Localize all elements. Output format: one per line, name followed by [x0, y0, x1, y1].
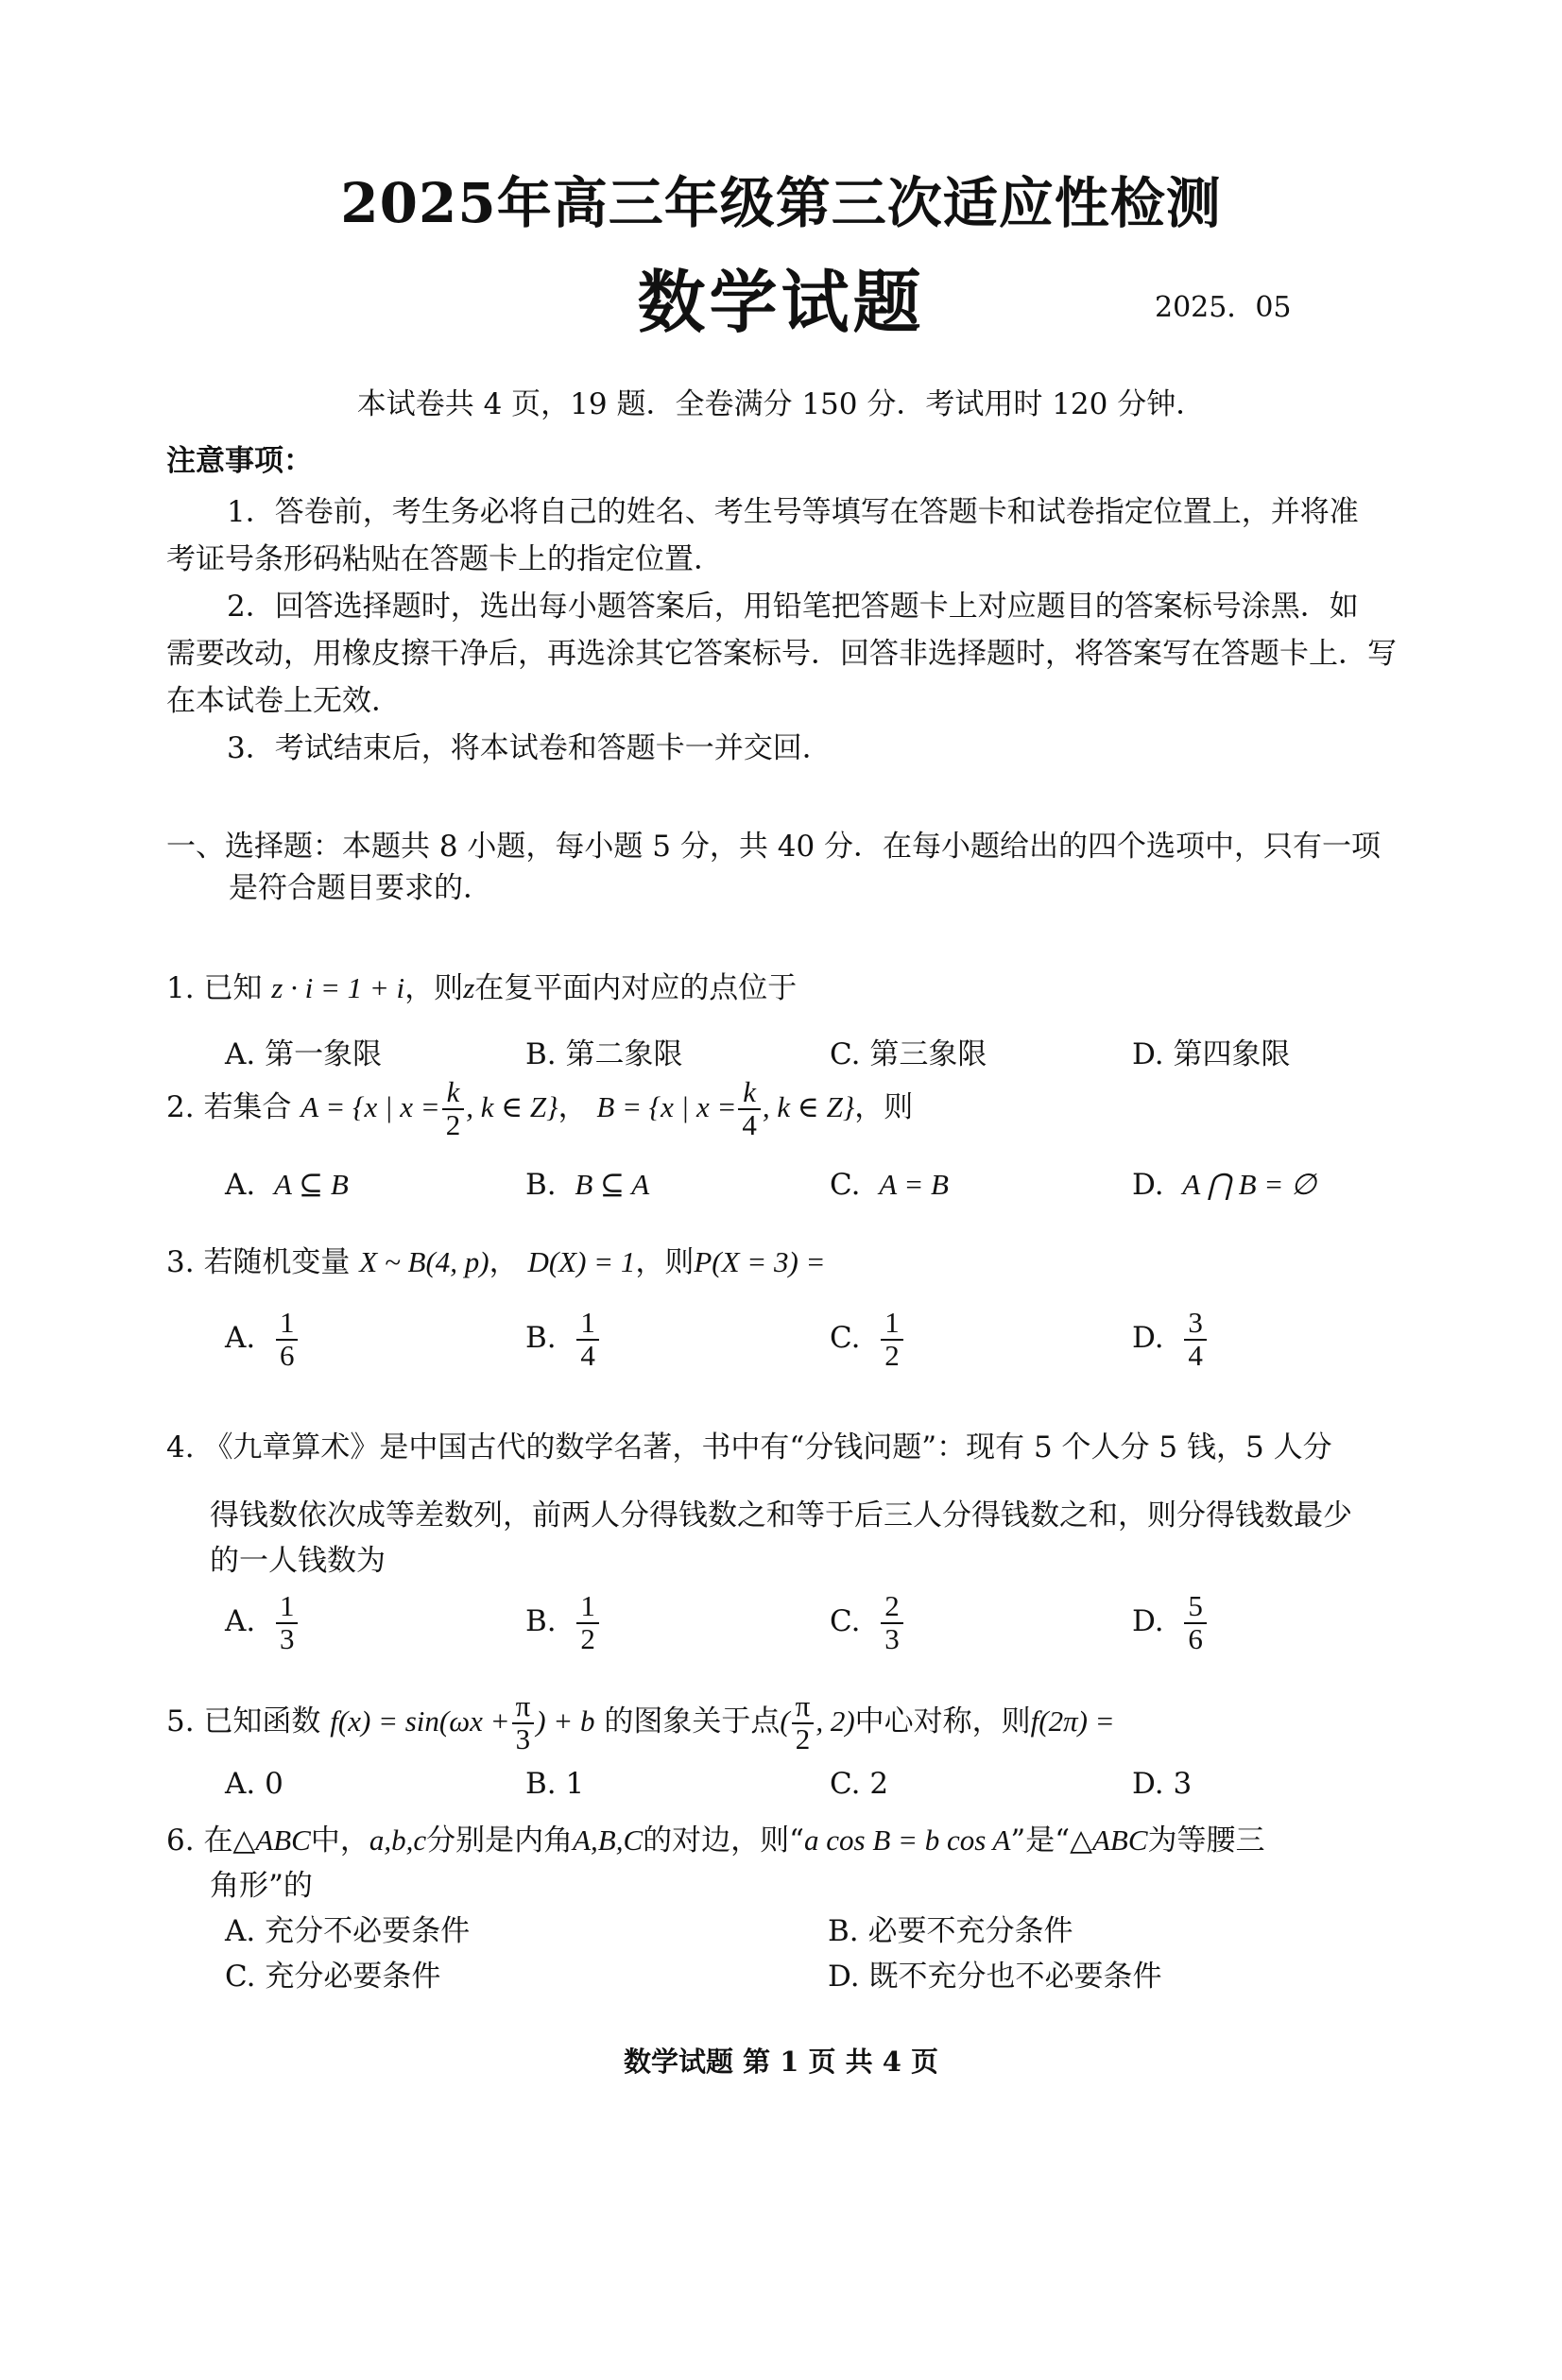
- question-number: 1.: [166, 971, 195, 1005]
- set-a-expression: A = {x | x =: [300, 1090, 440, 1124]
- stem-text: 已知函数: [203, 1704, 321, 1739]
- question-number: 5.: [166, 1704, 195, 1739]
- set-b-condition: , k ∈ Z}: [762, 1090, 855, 1124]
- math-expression: z · i = 1 + i: [271, 971, 405, 1004]
- math-variable: A,B,C: [573, 1824, 644, 1857]
- stem-text: ，则: [635, 1245, 695, 1279]
- question-4-stem-line-3: 的一人钱数为: [210, 1544, 386, 1578]
- exam-date: 2025．05: [1155, 291, 1292, 324]
- stem-text: 已知: [203, 971, 263, 1005]
- subject-title: 数学试题: [637, 262, 925, 342]
- question-4-option-d: D. $\frac{5}{6}$: [1132, 1591, 1209, 1654]
- set-b-expression: B = {x | x =: [596, 1090, 737, 1124]
- point-expression: , 2): [815, 1704, 855, 1738]
- stem-text: ，则: [404, 971, 464, 1005]
- notice-item-2-line-1: 2．回答选择题时，选出每小题答案后，用铅笔把答题卡上对应题目的答案标号涂黑．如: [227, 590, 1359, 624]
- question-5-option-a: A. 0: [225, 1767, 283, 1801]
- question-2-option-c: C. A = B: [830, 1168, 949, 1202]
- fraction: $\frac{k}{4}$: [738, 1077, 761, 1140]
- math-expression: P(X = 3) =: [694, 1245, 826, 1278]
- fraction: $\frac{\pi}{2}$: [792, 1691, 815, 1755]
- section-1-heading-line-2: 是符合题目要求的．: [229, 871, 492, 905]
- question-number: 3.: [166, 1245, 195, 1279]
- notice-heading: 注意事项：: [166, 444, 313, 478]
- question-number: 2.: [166, 1090, 195, 1125]
- question-5-option-b: B. 1: [525, 1767, 585, 1801]
- set-a-condition: , k ∈ Z}: [466, 1090, 558, 1124]
- stem-text: 在△: [203, 1824, 256, 1858]
- question-4-option-b: B. $\frac{1}{2}$: [525, 1591, 601, 1654]
- question-4-stem-line-1: [166, 1423, 1332, 1465]
- stem-text: 中心对称，则: [854, 1704, 1031, 1739]
- math-expression: f(2π) =: [1030, 1704, 1115, 1738]
- question-3-option-d: D. $\frac{3}{4}$: [1132, 1308, 1209, 1371]
- stem-text: 《九章算术》是中国古代的数学名著，书中有“分钱问题”：现有 5 个人分 5 钱，5 人分: [203, 1430, 1332, 1464]
- stem-text: ，则: [854, 1090, 914, 1125]
- notice-item-1-line-1: 1．答卷前，考生务必将自己的姓名、考生号等填写在答题卡和试卷指定位置上，并将准: [227, 495, 1359, 529]
- question-3-option-b: B. $\frac{1}{4}$: [525, 1308, 601, 1371]
- stem-text: 的对边，则“: [643, 1824, 805, 1858]
- stem-text: ，: [489, 1245, 519, 1279]
- stem-text: 若随机变量: [203, 1245, 351, 1279]
- stem-text: 分别是内角: [426, 1824, 574, 1858]
- question-5-option-d: D. 3: [1132, 1767, 1193, 1801]
- question-1-option-c: C. 第三象限: [830, 1037, 987, 1071]
- stem-text: ，: [558, 1090, 588, 1125]
- question-1-stem: [166, 964, 797, 1006]
- question-4-option-a: A. $\frac{1}{3}$: [225, 1591, 300, 1654]
- question-1-option-b: B. 第二象限: [525, 1037, 683, 1071]
- math-expression: a cos B = b cos A: [804, 1824, 1011, 1857]
- question-3-option-c: C. $\frac{1}{2}$: [830, 1308, 905, 1371]
- question-6-option-a: A. 充分不必要条件: [225, 1914, 471, 1948]
- notice-item-2-line-2: 需要改动，用橡皮擦干净后，再选涂其它答案标号．回答非选择题时，将答案写在答题卡上．写: [166, 637, 1397, 671]
- math-expression: X ~ B(4, p): [359, 1245, 489, 1278]
- stem-text: 中，: [310, 1824, 369, 1858]
- math-variable: ABC: [1091, 1824, 1148, 1857]
- question-number: 6.: [166, 1824, 195, 1858]
- stem-text: 为等腰三: [1147, 1824, 1265, 1858]
- stem-text: 在复平面内对应的点位于: [474, 971, 798, 1005]
- math-variable: ABC: [255, 1824, 311, 1857]
- question-3-option-a: A. $\frac{1}{6}$: [225, 1308, 300, 1371]
- question-5-option-c: C. 2: [830, 1767, 889, 1801]
- stem-text: ”是“△: [1010, 1824, 1092, 1858]
- question-6-option-c: C. 充分必要条件: [225, 1960, 441, 1994]
- question-5-stem: [166, 1691, 1115, 1755]
- question-2-option-b: B. B ⊆ A: [525, 1168, 650, 1202]
- math-expression: D(X) = 1: [527, 1245, 636, 1278]
- function-expression: f(x) = sin(ωx +: [330, 1704, 510, 1738]
- question-number: 4.: [166, 1430, 195, 1464]
- notice-item-3: 3．考试结束后，将本试卷和答题卡一并交回．: [227, 731, 832, 765]
- fraction: $\frac{\pi}{3}$: [512, 1691, 535, 1755]
- section-1-heading-line-1: 一、选择题：本题共 8 小题，每小题 5 分，共 40 分．在每小题给出的四个选项中，只有一项: [166, 830, 1382, 864]
- question-6-option-d: D. 既不充分也不必要条件: [828, 1960, 1162, 1994]
- stem-text: 若集合: [203, 1090, 292, 1125]
- question-6-option-b: B. 必要不充分条件: [828, 1914, 1073, 1948]
- question-1-option-a: A. 第一象限: [225, 1037, 383, 1071]
- point-expression: (: [780, 1704, 790, 1738]
- page-footer: 数学试题 第 1 页 共 4 页: [624, 2046, 938, 2078]
- question-2-stem: [166, 1077, 913, 1140]
- notice-item-1-line-2: 考证号条形码粘贴在答题卡上的指定位置．: [166, 542, 723, 576]
- question-6-stem-line-2: 角形”的: [210, 1869, 313, 1903]
- stem-text: 的图象关于点: [604, 1704, 781, 1739]
- exam-title: 2025年高三年级第三次适应性检测: [340, 171, 1222, 235]
- function-expression: ) + b: [536, 1704, 595, 1738]
- question-2-option-a: A. A ⊆ B: [225, 1168, 349, 1202]
- question-1-option-d: D. 第四象限: [1132, 1037, 1291, 1071]
- notice-item-2-line-3: 在本试卷上无效．: [166, 684, 401, 718]
- question-2-option-d: D. A ⋂ B = ∅: [1132, 1168, 1316, 1202]
- math-variable: z: [463, 971, 475, 1004]
- question-3-stem: [166, 1238, 825, 1280]
- math-variable: a,b,c: [369, 1824, 427, 1857]
- question-6-stem-line-1: [166, 1816, 1265, 1858]
- question-4-option-c: C. $\frac{2}{3}$: [830, 1591, 905, 1654]
- question-4-stem-line-2: 得钱数依次成等差数列，前两人分得钱数之和等于后三人分得钱数之和，则分得钱数最少: [210, 1498, 1352, 1532]
- fraction: $\frac{k}{2}$: [442, 1077, 465, 1140]
- exam-intro: 本试卷共 4 页，19 题．全卷满分 150 分．考试用时 120 分钟．: [356, 387, 1206, 421]
